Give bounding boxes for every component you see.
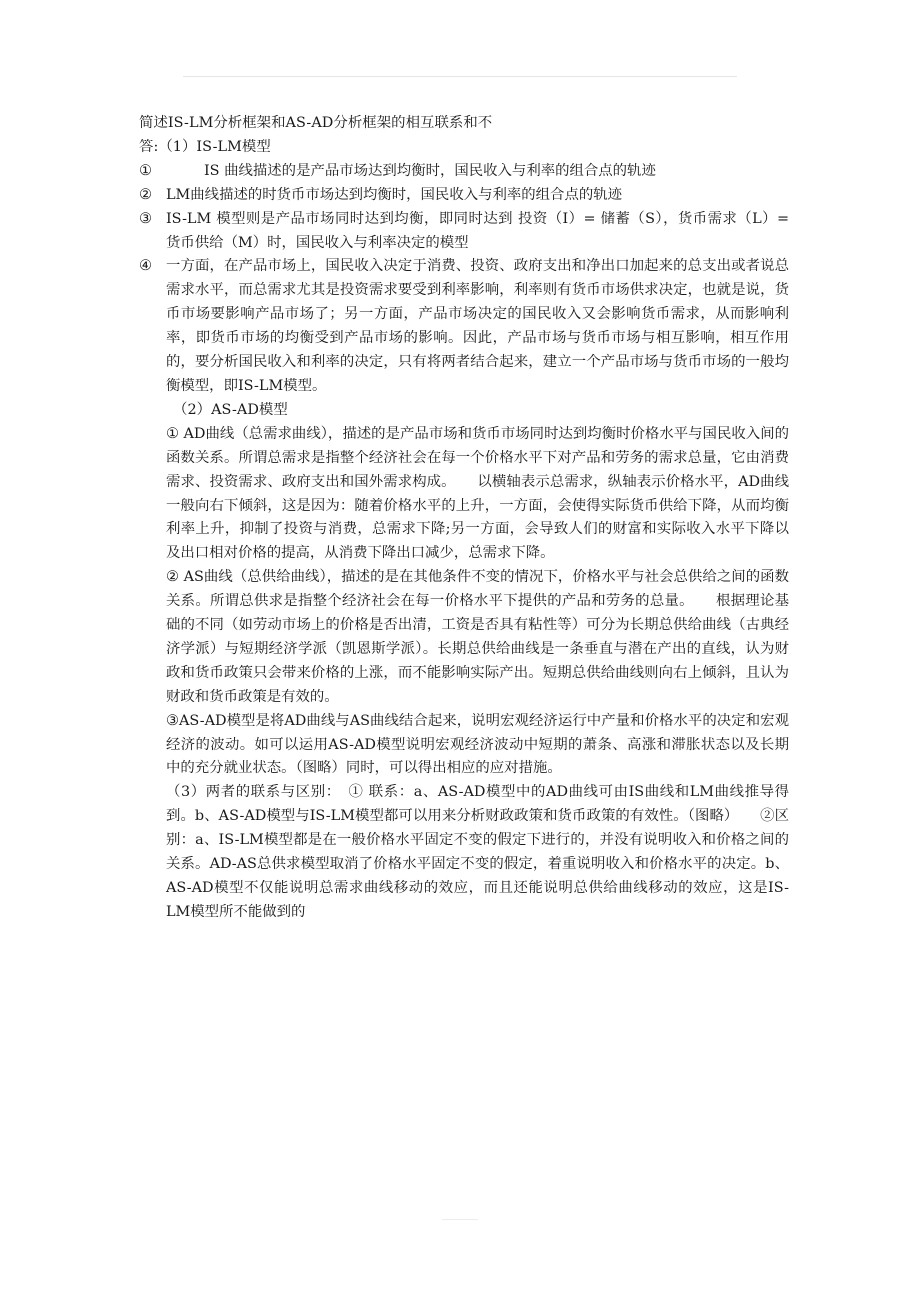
list-item — [139, 255, 789, 398]
item-marker: ② — [139, 186, 152, 203]
item-text: IS-LM 模型则是产品市场同时达到均衡，即同时达到 投资（I）= 储蓄（S），货币需求（L）= 货币供给（M）时，国民收入与利率决定的模型 — [166, 210, 789, 251]
footer-mark — [442, 1219, 478, 1220]
section-heading: （2）AS-AD模型 — [173, 401, 288, 418]
document-body — [139, 112, 789, 925]
paragraph: ② AS曲线（总供给曲线），描述的是在其他条件不变的情况下，价格水平与社会总供给之间的函数关系。所谓总供求是指整个经济社会在每一价格水平下提供的产品和劳务的总量。 根据理论基础的不同（如劳动市场上的价格是否出清，工资是否具有粘性等）可分为长期总供给曲线（古典经济学派）与短期经济学派（凯恩斯学派）。长期总供给曲线是一条垂直与潜在产出的直线，认为财政和货币政策只会带来价格的上涨，而不能影响实际产出。短期总供给曲线则向右上倾斜，且认为财政和货币政策是有效的。 — [166, 569, 789, 705]
paragraph: （3）两者的联系与区别： ① 联系：a、AS-AD模型中的AD曲线可由IS曲线和LM曲线推导得到。b、AS-AD模型与IS-LM模型都可以用来分析财政政策和货币政策的有效性。（图略） ②区别：a、IS-LM模型都是在一般价格水平固定不变的假定下进行的，并没有说明收入和价格之间的关系。AD-AS总供求模型取消了价格水平固定不变的假定，着重说明收入和价格水平的决定。b、AS-AD模型不仅能说明总需求曲线移动的效应，而且还能说明总供给曲线移动的效应，这是IS-LM模型所不能做到的 — [166, 784, 789, 920]
list-item — [139, 208, 789, 256]
answer-heading: 答:（1）IS-LM模型 — [139, 138, 271, 155]
paragraph: ③AS-AD模型是将AD曲线与AS曲线结合起来，说明宏观经济运行中产量和价格水平的决定和宏观经济的波动。如可以运用AS-AD模型说明宏观经济波动中短期的萧条、高涨和滞胀状态以及长期中的充分就业状态。（图略）同时，可以得出相应的应对措施。 — [166, 712, 789, 777]
list-item — [139, 184, 789, 208]
item-text: IS 曲线描述的是产品市场达到均衡时，国民收入与利率的组合点的轨迹 — [204, 162, 656, 179]
item-marker: ③ — [139, 210, 152, 227]
item-text: 一方面，在产品市场上，国民收入决定于消费、投资、政府支出和净出口加起来的总支出或者说总需求水平，而总需求尤其是投资需求要受到利率影响，利率则有货币市场供求决定，也就是说，货币市场要影响产品市场了；另一方面，产品市场决定的国民收入又会影响货币需求，从而影响利率，即货币市场的均衡受到产品市场的影响。因此，产品市场与货币市场与相互影响，相互作用的，要分析国民收入和利率的决定，只有将两者结合起来，建立一个产品市场与货币市场的一般均衡模型，即IS-LM模型。 — [166, 258, 789, 394]
list-item — [139, 160, 789, 184]
header-rule — [183, 76, 737, 77]
item-marker: ① — [139, 162, 152, 179]
document-title: 简述IS-LM分析框架和AS-AD分析框架的相互联系和不 — [139, 115, 493, 131]
item-text: LM曲线描述的时货币市场达到均衡时，国民收入与利率的组合点的轨迹 — [166, 186, 623, 203]
item-marker: ④ — [139, 258, 152, 275]
paragraph: ① AD曲线（总需求曲线），描述的是产品市场和货币市场同时达到均衡时价格水平与国民收入间的函数关系。所谓总需求是指整个经济社会在每一个价格水平下对产品和劳务的需求总量，它由消费需求、投资需求、政府支出和国外需求构成。 以横轴表示总需求，纵轴表示价格水平，AD曲线一般向右下倾斜，这是因为：随着价格水平的上升，一方面，会使得实际货币供给下降，从而均衡利率上升，抑制了投资与消费，总需求下降;另一方面，会导致人们的财富和实际收入水平下降以及出口相对价格的提高，从消费下降出口减少，总需求下降。 — [166, 425, 789, 562]
